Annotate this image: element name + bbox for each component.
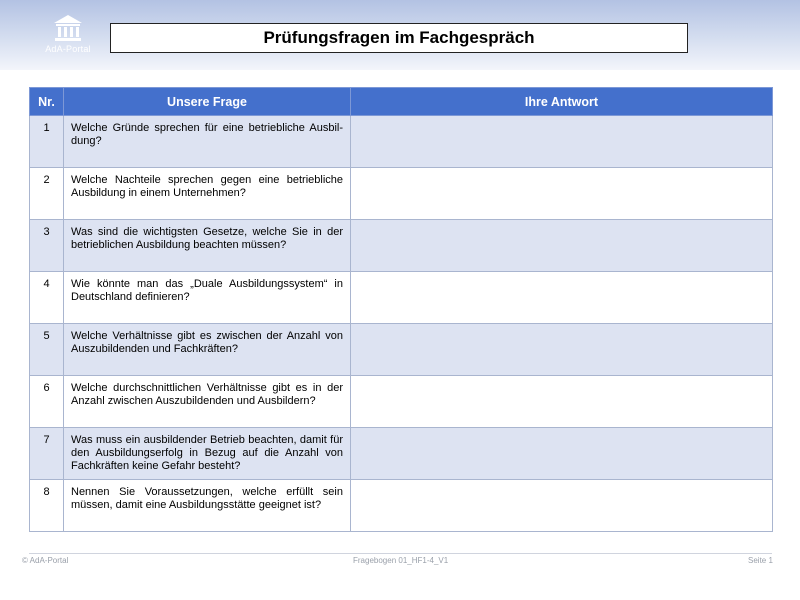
answer-cell[interactable] <box>351 480 773 532</box>
answer-cell[interactable] <box>351 324 773 376</box>
question-cell: Welche Gründe sprechen für eine betriebliche Ausbil-dung? <box>64 116 351 168</box>
table-row <box>30 480 773 532</box>
row-number: 1 <box>30 116 64 168</box>
answer-cell[interactable] <box>351 272 773 324</box>
answer-cell[interactable] <box>351 428 773 480</box>
question-cell: Welche durchschnittlichen Verhältnisse gibt es in der Anzahl zwischen Auszubildenden und Ausbildern? <box>64 376 351 428</box>
column-header-nr: Nr. <box>30 88 64 116</box>
footer-copyright: © AdA-Portal <box>22 556 69 565</box>
row-number: 6 <box>30 376 64 428</box>
column-header-question: Unsere Frage <box>64 88 351 116</box>
question-cell: Nennen Sie Voraussetzungen, welche erfüllt sein müssen, damit eine Ausbildungsstätte geeignet ist? <box>64 480 351 532</box>
question-cell: Welche Nachteile sprechen gegen eine betriebliche Ausbildung in einem Unternehmen? <box>64 168 351 220</box>
footer-document-id: Fragebogen 01_HF1-4_V1 <box>353 556 449 565</box>
answer-cell[interactable] <box>351 116 773 168</box>
table-row <box>30 376 773 428</box>
footer-page-number: Seite 1 <box>748 556 773 565</box>
answer-cell[interactable] <box>351 168 773 220</box>
table-header-row <box>30 88 773 116</box>
logo <box>36 14 100 58</box>
question-cell: Welche Verhältnisse gibt es zwischen der Anzahl von Auszubildenden und Fachkräften? <box>64 324 351 376</box>
questions-table <box>29 87 773 532</box>
row-number: 7 <box>30 428 64 480</box>
table-row <box>30 220 773 272</box>
column-header-answer: Ihre Antwort <box>351 88 773 116</box>
table-row <box>30 428 773 480</box>
question-cell: Was sind die wichtigsten Gesetze, welche Sie in der betrieblichen Ausbildung beachten müssen? <box>64 220 351 272</box>
footer-divider <box>29 553 772 554</box>
row-number: 4 <box>30 272 64 324</box>
answer-cell[interactable] <box>351 376 773 428</box>
row-number: 8 <box>30 480 64 532</box>
table-row <box>30 168 773 220</box>
answer-cell[interactable] <box>351 220 773 272</box>
question-cell: Wie könnte man das „Duale Ausbildungssystem“ in Deutschland definieren? <box>64 272 351 324</box>
logo-text: AdA-Portal <box>45 44 91 54</box>
building-columns-icon <box>53 14 83 42</box>
table-row <box>30 324 773 376</box>
row-number: 5 <box>30 324 64 376</box>
row-number: 2 <box>30 168 64 220</box>
question-cell: Was muss ein ausbildender Betrieb beachten, damit für den Ausbildungserfolg in Bezug auf die Anzahl von Fachkräften keine Gefahr besteht? <box>64 428 351 480</box>
table-row <box>30 272 773 324</box>
table-row <box>30 116 773 168</box>
page-title: Prüfungsfragen im Fachgespräch <box>110 23 688 53</box>
row-number: 3 <box>30 220 64 272</box>
